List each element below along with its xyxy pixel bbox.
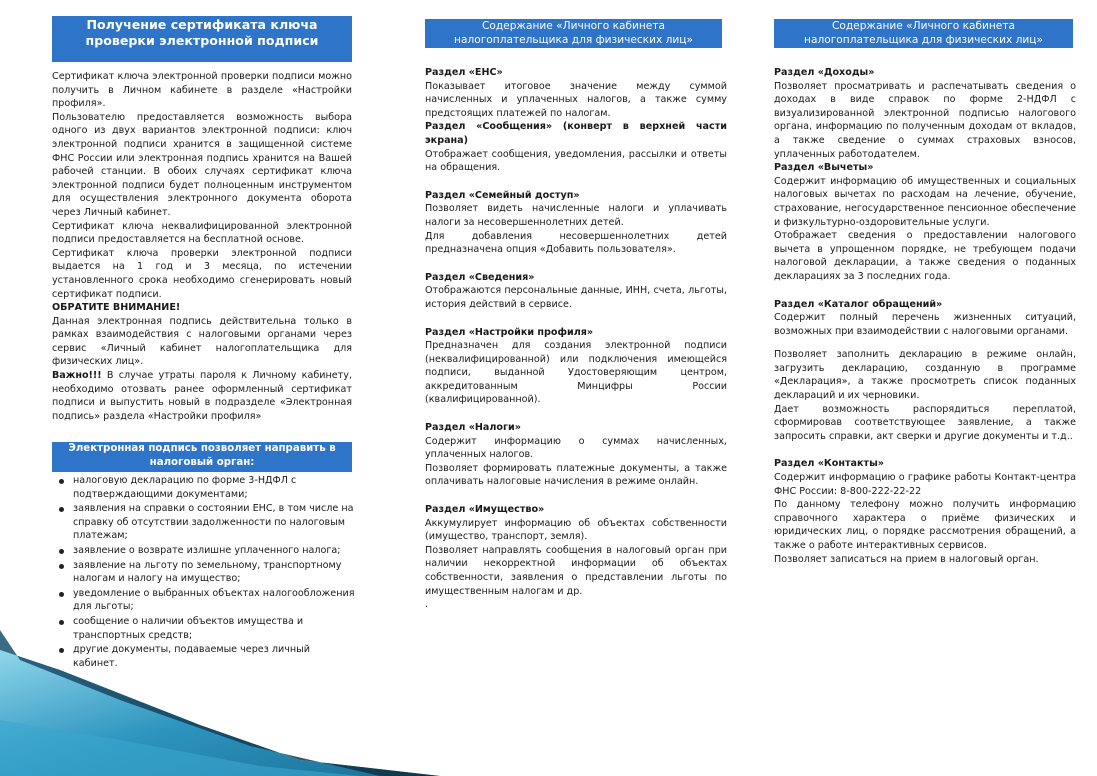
bullet-icon bbox=[59, 479, 64, 484]
list-item: другие документы, подаваемые через личный кабинет. bbox=[55, 643, 355, 670]
section-text: Содержит полный перечень жизненных ситуаций, возможных при взаимодействии с налоговыми органами. bbox=[774, 312, 1076, 337]
section-title-family: Раздел «Семейный доступ» bbox=[425, 189, 580, 201]
cabinet-header-2: Содержание «Личного кабинета налогоплательщика для физических лиц» bbox=[774, 19, 1073, 48]
section-text: Содержит информацию о суммах начисленных, уплаченных налогов. bbox=[425, 435, 727, 461]
list-item: уведомление о выбранных объектах налогообложения для льготы; bbox=[55, 587, 355, 614]
section-text: Позволяет формировать платежные документы, а также оплачивать налоговые начисления в режиме онлайн. bbox=[425, 462, 727, 488]
section-text: Позволяет направлять сообщения в налоговый орган при наличии некорректной информации об объектах собственности, заявления о представлении льготы по имущественным налогам и др. bbox=[425, 544, 727, 597]
section-text: Позволяет заполнить декларацию в режиме онлайн, загрузить декларацию, созданную в программе «Декларация», а также просмотреть список поданных деклараций и их черновики. bbox=[774, 349, 1076, 402]
section-text: Содержит информацию об имущественных и социальных налоговых вычетах по расходам на лечение, обучение, страхование, негосударственное пенсионное обеспечение и физкультурно-оздоровительные услуги. bbox=[774, 175, 1076, 228]
section-text: По данному телефону можно получить информацию справочного характера о приёме физических и юридических лиц, о порядке рассмотрения обращений, а также о работе интерактивных сервисов. bbox=[774, 499, 1076, 551]
attention-text: Данная электронная подпись действительна только в рамках взаимодействия с налоговыми органами через сервис «Личный кабинет налогоплательщика для физических лиц». bbox=[52, 315, 352, 368]
cert-paragraph: Сертификат ключа неквалифицированной электронной подписи предоставляется на бесплатной основе. bbox=[52, 220, 352, 246]
section-text: Аккумулирует информацию об объектах собственности (имущество, транспорт, земля). bbox=[425, 517, 727, 543]
cert-header: Получение сертификата ключа проверки электронной подписи bbox=[52, 16, 352, 62]
important-note bbox=[52, 369, 352, 423]
cert-paragraph: Пользователю предоставляется возможность выбора одного из двух вариантов электронной подписи: ключ электронной подписи хранится в защищенной системе ФНС России или электронная подпись хранится на Вашей рабочей станции. В обоих случаях сертификат ключа электронной подписи будет полноценным инструментом для осуществления электронного документа оборота через Личный кабинет. bbox=[52, 111, 352, 218]
cert-section bbox=[52, 70, 352, 423]
cabinet-header-1: Содержание «Личного кабинета налогоплательщика для физических лиц» bbox=[425, 19, 722, 48]
section-title-taxes: Раздел «Налоги» bbox=[425, 422, 521, 434]
cabinet-sections-1 bbox=[425, 66, 727, 612]
bullet-icon bbox=[59, 549, 64, 554]
section-text: Отображает сведения о предоставлении налогового вычета в упрощенном порядке, не требующем подачи налоговой декларации, а также сведения о поданных декларациях за 3 последних года. bbox=[774, 230, 1076, 282]
list-item: сообщение о наличии объектов имущества и транспортных средств; bbox=[55, 615, 355, 642]
decorative-wave bbox=[0, 630, 440, 776]
list-item: налоговую декларацию по форме 3-НДФЛ с подтверждающими документами; bbox=[55, 474, 355, 501]
organ-header: Электронная подпись позволяет направить в налоговый орган: bbox=[52, 442, 352, 472]
section-title-property: Раздел «Имущество» bbox=[425, 504, 545, 516]
section-title-income: Раздел «Доходы» bbox=[774, 67, 875, 78]
section-title-contacts: Раздел «Контакты» bbox=[774, 458, 884, 470]
cert-paragraph: Сертификат ключа электронной проверки подписи можно получить в Личном кабинете в разделе «Настройки профиля». bbox=[52, 71, 352, 110]
cabinet-sections-2 bbox=[774, 66, 1076, 566]
section-text: Позволяет записаться на прием в налоговый орган. bbox=[774, 553, 1039, 565]
list-item: заявление о возврате излишне уплаченного налога; bbox=[55, 544, 355, 558]
attention-label: ОБРАТИТЕ ВНИМАНИЕ! bbox=[52, 302, 181, 314]
trailing-dot: . bbox=[425, 599, 429, 611]
cert-paragraph: Сертификат ключа проверки электронной подписи выдается на 1 год и 3 месяца, по истечении установленного срока необходимо сгенерировать новый сертификат подписи. bbox=[52, 247, 352, 300]
section-text: Позволяет просматривать и распечатывать сведения о доходах в виде справок по форме 2-НДФЛ с визуализированной электронной подписью налогового органа, информацию по полученным доходам от вкладов, а также сведение о суммах страховых взносов, уплаченных работодателем. bbox=[774, 80, 1076, 160]
section-title-deductions: Раздел «Вычеты» bbox=[774, 162, 874, 174]
section-text: Для добавления несовершеннолетних детей предназначена опция «Добавить пользователя». bbox=[425, 230, 727, 256]
section-title-info: Раздел «Сведения» bbox=[425, 271, 535, 283]
bullet-icon bbox=[59, 620, 64, 625]
section-text: Дает возможность распорядиться переплатой, сформировав соответствующее заявление, а также запросить справки, акт сверки и другие документы и т.д.. bbox=[774, 403, 1076, 442]
section-title-catalog: Раздел «Каталог обращений» bbox=[774, 298, 943, 310]
section-text: Показывает итоговое значение между суммой начисленных и уплаченных налогов, а также сумму предстоящих платежей по налогам. bbox=[425, 80, 727, 119]
section-title-messages: Раздел «Сообщения» (конверт в верхней части экрана) bbox=[425, 121, 727, 146]
bullet-icon bbox=[59, 592, 64, 597]
list-item: заявления на справки о состоянии ЕНС, в том числе на справку об отсутствии задолженности по налоговым платежам; bbox=[55, 502, 355, 543]
section-title-ens: Раздел «ЕНС» bbox=[425, 67, 503, 78]
list-item: заявление на льготу по земельному, транспортному налогам и налогу на имущество; bbox=[55, 559, 355, 586]
important-text: В случае утраты пароля к Личному кабинету, необходимо отозвать ранее оформленный сертификат подписи и выпустить новый в подразделе «Электронная подпись» раздела «Настройки профиля» bbox=[52, 370, 352, 422]
section-text: Позволяет видеть начисленные налоги и уплачивать налоги за несовершеннолетних детей. bbox=[425, 203, 727, 228]
section-text: Отображает сообщения, уведомления, рассылки и ответы на обращения. bbox=[425, 148, 727, 174]
section-text: Содержит информацию о графике работы Контакт-центра ФНС России: 8-800-222-22-22 bbox=[774, 472, 1076, 497]
bullet-icon bbox=[59, 564, 64, 569]
section-title-profile: Раздел «Настройки профиля» bbox=[425, 326, 594, 338]
section-text: Предназначен для создания электронной подписи (неквалифицированной) или подключения имеющейся подписи, выданной Удостоверяющим центром, аккредитованным Минцифры России (квалифицированной). bbox=[425, 340, 727, 406]
bullet-icon bbox=[59, 507, 64, 512]
important-label: Важно!!! bbox=[52, 370, 102, 382]
section-text: Отображаются персональные данные, ИНН, счета, льготы, история действий в сервисе. bbox=[425, 285, 727, 310]
